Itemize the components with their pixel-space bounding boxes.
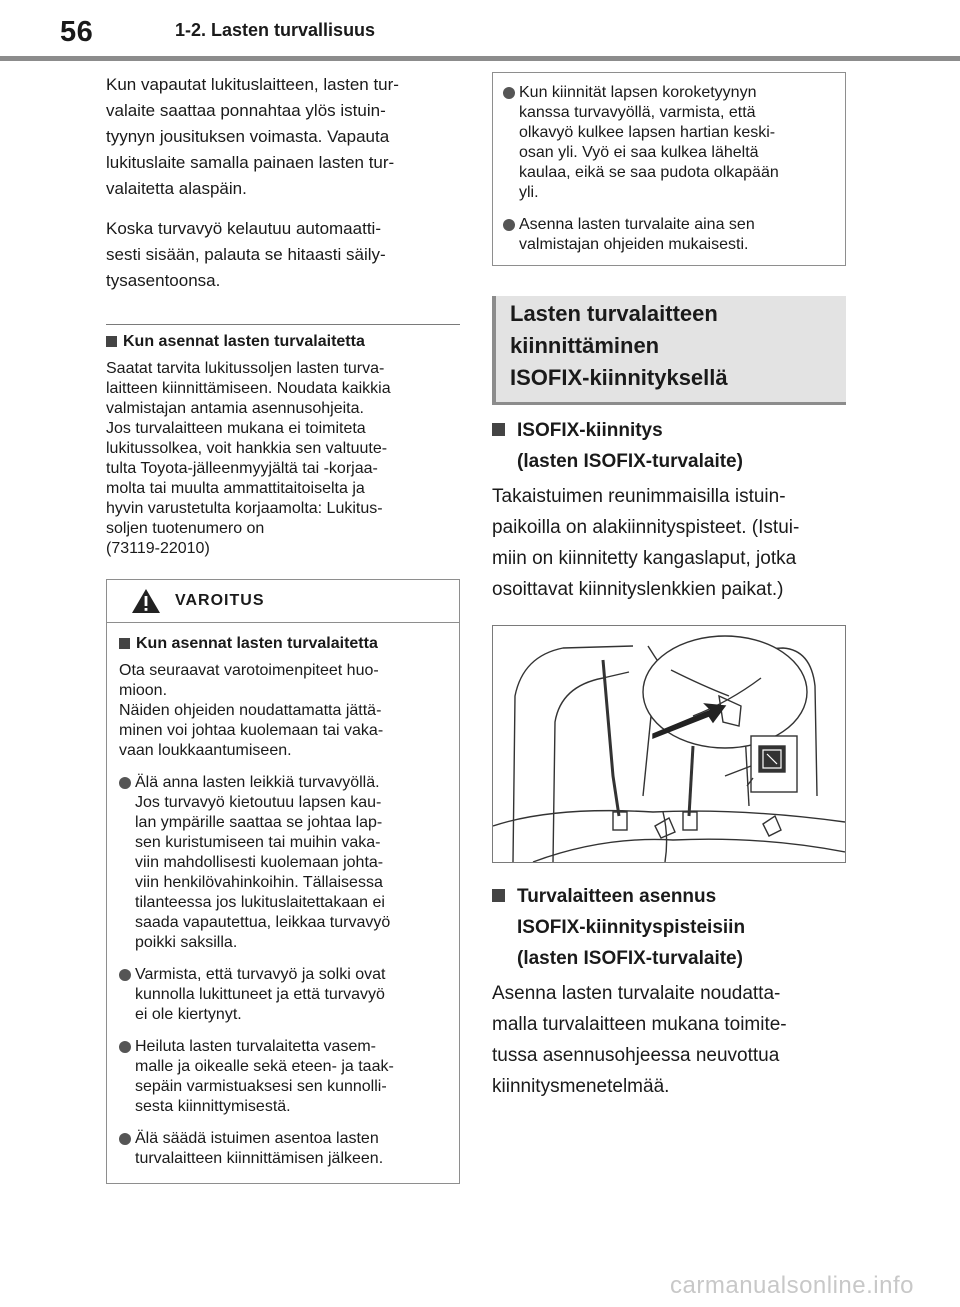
isofix-sub-heading: ISOFIX-kiinnitys (lasten ISOFIX-turvalaite): [492, 415, 846, 477]
info-bullet: Asenna lasten turvalaite aina sen valmistajan ohjeiden mukaisesti.: [503, 215, 835, 255]
install-sub-heading: Turvalaitteen asennus ISOFIX-kiinnityspisteisiin (lasten ISOFIX-turvalaite): [492, 881, 846, 974]
header-rule: [0, 56, 960, 61]
warning-box: [106, 579, 460, 1184]
warning-bullet: Älä säädä istuimen asentoa lasten turvalaitteen kiinnittämisen jälkeen.: [119, 1129, 447, 1169]
rear-seat-drawing: [493, 626, 845, 862]
right-column: [492, 72, 846, 1102]
section-heading-line: kiinnittäminen: [510, 333, 660, 358]
bullet-dot-icon: [119, 1041, 131, 1053]
square-bullet-icon: [119, 638, 130, 649]
section-heading-box: [492, 296, 846, 405]
isofix-seat-illustration: [492, 625, 846, 863]
intro-paragraph: Kun vapautat lukituslaitteen, lasten tur- valaite saattaa ponnahtaa ylös istuin- tyynyn jousituksen voimasta. Vapauta lukituslaite samalla painaen lasten tur- valaitetta alaspäin.: [106, 75, 399, 198]
warning-triangle-icon: [131, 588, 161, 614]
warning-bullet: Heiluta lasten turvalaitetta vasem- malle ja oikealle sekä eteen- ja taak- sepäin varmistuaksesi sen kunnolli- sesta kiinnittymisestä.: [119, 1037, 447, 1117]
section-heading-line: ISOFIX-kiinnityksellä: [510, 365, 728, 390]
install-paragraph: Asenna lasten turvalaite noudatta- malla turvalaitteen mukana toimite- tussa asennusohjeessa neuvottua kiinnitysmenetelmää.: [492, 983, 787, 1097]
page-number: 56: [60, 16, 94, 48]
bullet-dot-icon: [503, 219, 515, 231]
bullet-dot-icon: [119, 777, 131, 789]
section-heading-line: Lasten turvalaitteen: [510, 301, 718, 326]
locking-clip-paragraph: Saatat tarvita lukitussoljen lasten turva- laitteen kiinnittämiseen. Noudata kaikkia valmistajan antamia asennusohjeita. Jos turvalaitteen mukana ei toimiteta lukitussolkea, voit hankkia sen valtuute- tulta Toyota-jälleenmyyjältä tai -korjaa- molta tai muulta ammattitaitoiselta ja hyvin varustetulta korjaamolta: Lukitus- soljen tuotenumero on (73119-22010): [106, 360, 391, 557]
sub-heading: Kun asennat lasten turvalaitetta: [106, 331, 460, 353]
watermark: carmanualsonline.info: [670, 1272, 914, 1299]
warning-intro: Ota seuraavat varotoimenpiteet huo- mioon. Näiden ohjeiden noudattamatta jättä- minen voi johtaa kuolemaan tai vaka- vaan loukkaantumiseen.: [119, 662, 384, 759]
bullet-dot-icon: [503, 87, 515, 99]
warning-title: VAROITUS: [175, 592, 265, 609]
left-column: [106, 72, 460, 1184]
warning-bullet: Älä anna lasten leikkiä turvavyöllä. Jos turvavyö kietoutuu lapsen kau- lan ympärille saattaa se johtaa lap- sen kuristumiseen tai muihin vaka- viin mahdollisesti kuolemaan johta- viin henkilövahinkoihin. Tällaisessa tilanteessa jos lukituslaitettakaan ei saada vapautettua, leikkaa turvavyö poikki saksilla.: [119, 773, 447, 953]
warning-body: [107, 623, 459, 1183]
info-box: [492, 72, 846, 266]
warning-bullet: Varmista, että turvavyö ja solki ovat kunnolla lukittuneet ja että turvavyö ei ole kiertynyt.: [119, 965, 447, 1025]
square-bullet-icon: [492, 889, 505, 902]
square-bullet-icon: [106, 336, 117, 347]
square-bullet-icon: [492, 423, 505, 436]
bullet-dot-icon: [119, 969, 131, 981]
warning-header: [107, 580, 459, 623]
info-bullet: Kun kiinnität lapsen koroketyynyn kanssa turvavyöllä, varmista, että olkavyö kulkee lapsen hartian keski- osan yli. Vyö ei saa kulkea läheltä kaulaa, eikä se saa pudota olkapään yli.: [503, 83, 835, 203]
retract-paragraph: Koska turvavyö kelautuu automaatti- sesti sisään, palauta se hitaasti säily- tysasentoonsa.: [106, 219, 386, 290]
section-header: 1-2. Lasten turvallisuus: [175, 20, 376, 40]
sub-rule: [106, 324, 460, 325]
warning-sub-heading: Kun asennat lasten turvalaitetta: [119, 633, 447, 655]
bullet-dot-icon: [119, 1133, 131, 1145]
isofix-paragraph: Takaistuimen reunimmaisilla istuin- paikoilla on alakiinnityspisteet. (Istui- miin on kiinnitetty kangaslaput, jotka osoittavat kiinnityslenkkien paikat.): [492, 486, 800, 600]
